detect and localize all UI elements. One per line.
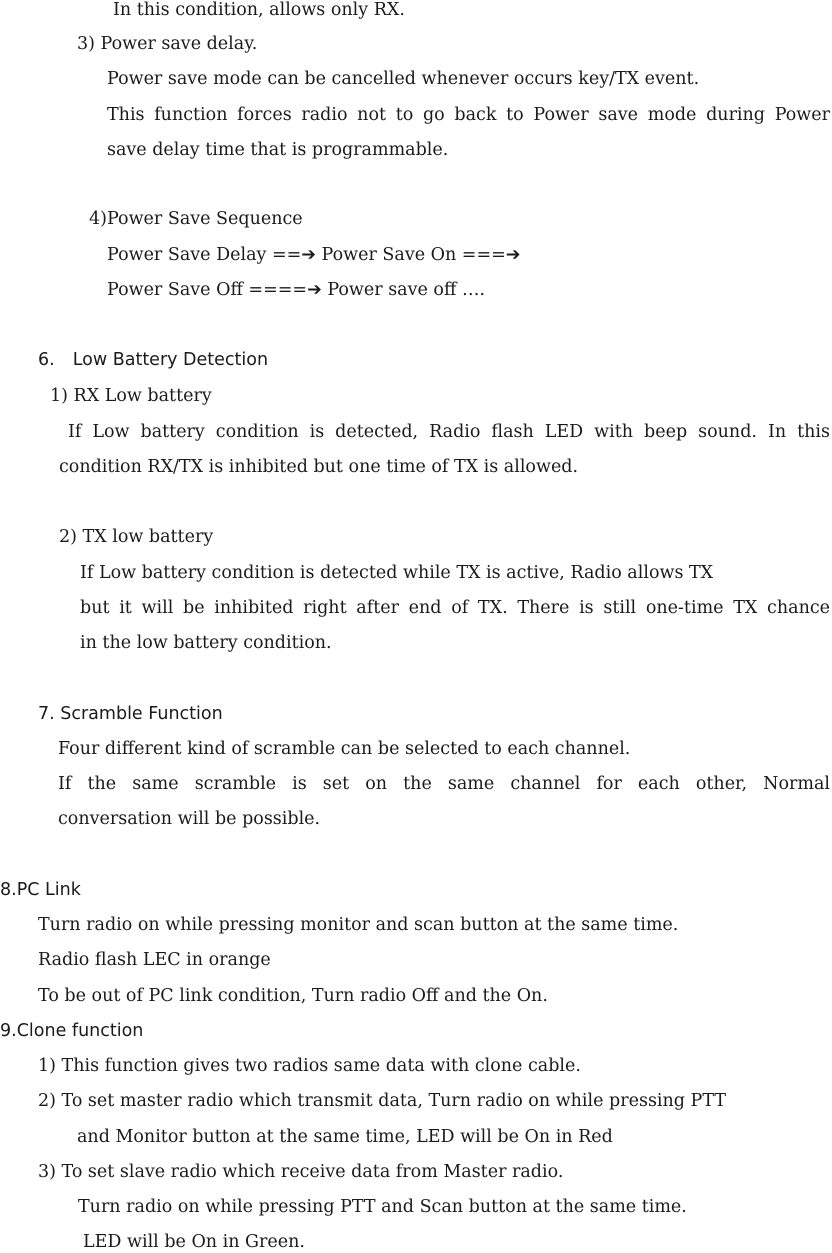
power-save-delay-line: save delay time that is programmable. — [107, 140, 449, 160]
scramble-line: Four different kind of scramble can be selected to each channel. — [58, 739, 631, 759]
tx-low-battery-line: If Low battery condition is detected while TX is active, Radio allows TX — [80, 563, 714, 583]
pc-link-heading: 8.PC Link — [0, 880, 81, 900]
pc-link-line: To be out of PC link condition, Turn radio Off and the On. — [38, 986, 548, 1006]
scramble-heading: 7. Scramble Function — [38, 704, 223, 724]
tx-low-battery-heading: 2) TX low battery — [59, 527, 214, 547]
section-number: 6. — [38, 350, 55, 370]
rx-low-battery-heading: 1) RX Low battery — [50, 386, 212, 406]
rx-only-note: In this condition, allows only RX. — [113, 0, 405, 20]
sequence-step: Power Save Delay == — [107, 245, 302, 265]
power-save-delay-line: This function forces radio not to go back to Power save mode during Power — [107, 105, 830, 125]
power-save-sequence-line — [107, 279, 485, 301]
rx-low-battery-line: If Low battery condition is detected, Radio flash LED with beep sound. In this — [68, 422, 830, 442]
clone-heading: 9.Clone function — [0, 1021, 144, 1041]
clone-item-continuation: LED will be On in Green. — [83, 1232, 305, 1252]
clone-item: 3) To set slave radio which receive data from Master radio. — [38, 1162, 564, 1182]
power-save-sequence-heading: 4)Power Save Sequence — [89, 209, 303, 229]
clone-item: 2) To set master radio which transmit data, Turn radio on while pressing PTT — [38, 1091, 727, 1111]
sequence-step: Power Save Off ==== — [107, 280, 308, 300]
scramble-line: If the same scramble is set on the same channel for each other, Normal — [58, 774, 830, 794]
power-save-delay-line: Power save mode can be cancelled whenever occurs key/TX event. — [107, 69, 700, 89]
tx-low-battery-line: but it will be inhibited right after end of TX. There is still one-time TX chance — [80, 598, 830, 618]
power-save-sequence-line — [107, 244, 520, 266]
scramble-line: conversation will be possible. — [58, 809, 321, 829]
right-arrow-icon: ➔ — [505, 245, 521, 265]
clone-item: 1) This function gives two radios same data with clone cable. — [38, 1056, 581, 1076]
power-save-delay-heading: 3) Power save delay. — [77, 34, 258, 54]
sequence-step: Power Save On === — [315, 245, 506, 265]
clone-item-continuation: Turn radio on while pressing PTT and Scan button at the same time. — [78, 1197, 687, 1217]
pc-link-line: Turn radio on while pressing monitor and scan button at the same time. — [38, 915, 679, 935]
rx-low-battery-line: condition RX/TX is inhibited but one time of TX is allowed. — [59, 457, 579, 477]
right-arrow-icon: ➔ — [301, 245, 316, 265]
tx-low-battery-line: in the low battery condition. — [80, 633, 332, 653]
clone-item-continuation: and Monitor button at the same time, LED will be On in Red — [77, 1127, 613, 1147]
right-arrow-icon: ➔ — [307, 280, 322, 300]
pc-link-line: Radio flash LEC in orange — [38, 950, 271, 970]
section-title: Low Battery Detection — [72, 350, 269, 370]
low-battery-heading — [38, 349, 268, 371]
sequence-step: Power save off …. — [321, 280, 486, 300]
